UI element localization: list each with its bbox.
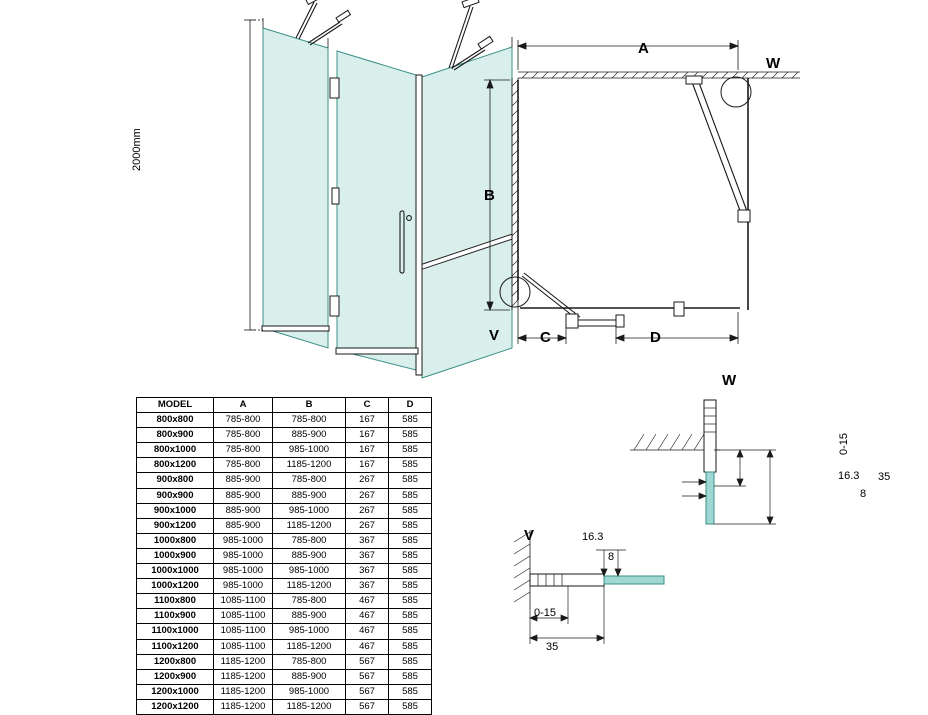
wall-profile xyxy=(704,400,716,472)
table-cell: 467 xyxy=(346,624,389,639)
table-row xyxy=(137,699,432,714)
table-cell: 985-1000 xyxy=(273,503,346,518)
table-row xyxy=(137,413,432,428)
table-row xyxy=(137,579,432,594)
table-cell: 985-1000 xyxy=(214,533,273,548)
table-cell: 1000x900 xyxy=(137,548,214,563)
table-cell: 467 xyxy=(346,639,389,654)
table-cell: 1085-1100 xyxy=(214,594,273,609)
table-cell: 1200x1200 xyxy=(137,699,214,714)
table-row xyxy=(137,594,432,609)
table-cell: 800x800 xyxy=(137,413,214,428)
table-cell: 1185-1200 xyxy=(273,458,346,473)
detail-w-dim-8: 8 xyxy=(860,488,867,500)
table-cell: 1100x800 xyxy=(137,594,214,609)
dim-c-label: C xyxy=(540,329,551,346)
detail-v-dim-163: 16.3 xyxy=(582,531,604,543)
table-cell: 1185-1200 xyxy=(273,579,346,594)
table-row xyxy=(137,624,432,639)
table-cell: 900x1200 xyxy=(137,518,214,533)
detail-v-dim-35: 35 xyxy=(546,641,559,653)
table-row xyxy=(137,488,432,503)
table-cell: 1100x1000 xyxy=(137,624,214,639)
table-cell: 900x900 xyxy=(137,488,214,503)
table-cell: 885-900 xyxy=(214,473,273,488)
table-cell: 985-1000 xyxy=(273,564,346,579)
detail-v-view xyxy=(500,520,760,680)
table-cell: 785-800 xyxy=(214,443,273,458)
stabilizer-top xyxy=(692,80,748,216)
table-cell: 985-1000 xyxy=(214,548,273,563)
table-cell: 1000x1000 xyxy=(137,564,214,579)
detail-circle-w xyxy=(721,77,751,107)
table-cell: 885-900 xyxy=(214,518,273,533)
table-cell: 367 xyxy=(346,548,389,563)
detail-v-title: V xyxy=(524,527,535,544)
table-row xyxy=(137,669,432,684)
table-cell: 1185-1200 xyxy=(273,639,346,654)
table-cell: 267 xyxy=(346,503,389,518)
detail-w-dim-163: 16.3 xyxy=(838,470,860,482)
table-cell: 585 xyxy=(389,669,432,684)
table-cell: 1085-1100 xyxy=(214,609,273,624)
table-cell: 1200x800 xyxy=(137,654,214,669)
table-cell: 885-900 xyxy=(273,669,346,684)
th-a: A xyxy=(214,398,273,413)
table-cell: 785-800 xyxy=(273,594,346,609)
detail-w-title: W xyxy=(722,372,737,389)
table-cell: 785-800 xyxy=(214,413,273,428)
dim-b-label: B xyxy=(484,187,495,204)
table-cell: 567 xyxy=(346,684,389,699)
table-row xyxy=(137,518,432,533)
detail-v-dim-0-15: 0-15 xyxy=(534,607,557,619)
table-cell: 1185-1200 xyxy=(273,518,346,533)
table-cell: 985-1000 xyxy=(214,579,273,594)
table-cell: 267 xyxy=(346,473,389,488)
table-cell: 885-900 xyxy=(273,548,346,563)
table-cell: 785-800 xyxy=(273,413,346,428)
table-row xyxy=(137,654,432,669)
glass-edge xyxy=(706,472,714,524)
table-cell: 1200x1000 xyxy=(137,684,214,699)
glass-edge-v xyxy=(604,576,664,584)
table-cell: 1100x1200 xyxy=(137,639,214,654)
table-cell: 900x800 xyxy=(137,473,214,488)
table-cell: 567 xyxy=(346,699,389,714)
table-cell: 585 xyxy=(389,473,432,488)
table-cell: 1200x900 xyxy=(137,669,214,684)
glass-fixed-left xyxy=(263,28,328,348)
table-cell: 985-1000 xyxy=(273,624,346,639)
table-cell: 585 xyxy=(389,503,432,518)
glass-door xyxy=(337,51,416,370)
table-row xyxy=(137,503,432,518)
table-cell: 585 xyxy=(389,684,432,699)
table-cell: 885-900 xyxy=(273,428,346,443)
table-cell: 585 xyxy=(389,579,432,594)
table-cell: 585 xyxy=(389,564,432,579)
th-c: C xyxy=(346,398,389,413)
floor-profile xyxy=(530,574,604,586)
table-cell: 800x1000 xyxy=(137,443,214,458)
table-row xyxy=(137,684,432,699)
table-cell: 785-800 xyxy=(273,654,346,669)
dim-d-label: D xyxy=(650,329,661,346)
height-label: 2000mm xyxy=(131,128,143,171)
table-cell: 785-800 xyxy=(273,473,346,488)
table-cell: 167 xyxy=(346,428,389,443)
table-cell: 585 xyxy=(389,413,432,428)
table-cell: 167 xyxy=(346,443,389,458)
dim-a-label: A xyxy=(638,40,649,57)
table-cell: 885-900 xyxy=(214,503,273,518)
detail-w-dim-0-15: 0-15 xyxy=(838,432,850,455)
th-model: MODEL xyxy=(137,398,214,413)
table-cell: 585 xyxy=(389,548,432,563)
table-cell: 585 xyxy=(389,488,432,503)
table-cell: 1085-1100 xyxy=(214,624,273,639)
top-view xyxy=(470,20,850,360)
dim-cd xyxy=(518,310,738,344)
table-cell: 585 xyxy=(389,609,432,624)
table-cell: 267 xyxy=(346,488,389,503)
detail-v-callout: V xyxy=(489,327,500,344)
detail-w-callout: W xyxy=(766,55,781,72)
table-cell: 585 xyxy=(389,533,432,548)
table-row xyxy=(137,609,432,624)
table-cell: 1100x900 xyxy=(137,609,214,624)
table-row xyxy=(137,428,432,443)
table-cell: 985-1000 xyxy=(273,443,346,458)
table-cell: 1185-1200 xyxy=(214,654,273,669)
table-cell: 585 xyxy=(389,699,432,714)
table-row xyxy=(137,533,432,548)
table-cell: 1085-1100 xyxy=(214,639,273,654)
table-cell: 167 xyxy=(346,413,389,428)
height-dimension xyxy=(244,20,263,330)
table-cell: 367 xyxy=(346,533,389,548)
table-cell: 885-900 xyxy=(214,488,273,503)
table-cell: 267 xyxy=(346,518,389,533)
table-row xyxy=(137,548,432,563)
table-cell: 800x1200 xyxy=(137,458,214,473)
table-cell: 785-800 xyxy=(214,428,273,443)
table-row xyxy=(137,458,432,473)
detail-w-dim-35: 35 xyxy=(878,471,891,483)
table-cell: 885-900 xyxy=(273,488,346,503)
table-cell: 367 xyxy=(346,579,389,594)
table-cell: 367 xyxy=(346,564,389,579)
table-cell: 1000x1200 xyxy=(137,579,214,594)
table-cell: 785-800 xyxy=(273,533,346,548)
table-cell: 585 xyxy=(389,654,432,669)
table-cell: 585 xyxy=(389,624,432,639)
table-cell: 585 xyxy=(389,443,432,458)
table-cell: 585 xyxy=(389,639,432,654)
table-cell: 585 xyxy=(389,428,432,443)
dim-a xyxy=(518,40,738,70)
table-cell: 1185-1200 xyxy=(214,699,273,714)
table-header-row xyxy=(137,398,432,413)
table-cell: 567 xyxy=(346,669,389,684)
spec-table xyxy=(136,397,432,715)
th-d: D xyxy=(389,398,432,413)
table-cell: 467 xyxy=(346,594,389,609)
table-row xyxy=(137,639,432,654)
table-cell: 1185-1200 xyxy=(214,669,273,684)
table-cell: 467 xyxy=(346,609,389,624)
table-cell: 585 xyxy=(389,594,432,609)
table-cell: 800x900 xyxy=(137,428,214,443)
corner-profile xyxy=(416,75,422,375)
table-cell: 785-800 xyxy=(214,458,273,473)
table-cell: 585 xyxy=(389,518,432,533)
table-row xyxy=(137,564,432,579)
th-b: B xyxy=(273,398,346,413)
table-cell: 1185-1200 xyxy=(273,699,346,714)
table-row xyxy=(137,473,432,488)
table-cell: 567 xyxy=(346,654,389,669)
table-cell: 1185-1200 xyxy=(214,684,273,699)
detail-v-dim-8: 8 xyxy=(608,551,615,563)
table-cell: 167 xyxy=(346,458,389,473)
table-cell: 885-900 xyxy=(273,609,346,624)
table-cell: 1000x800 xyxy=(137,533,214,548)
table-cell: 585 xyxy=(389,458,432,473)
table-cell: 900x1000 xyxy=(137,503,214,518)
table-row xyxy=(137,443,432,458)
table-cell: 985-1000 xyxy=(214,564,273,579)
detail-circle-v xyxy=(500,277,530,307)
table-cell: 985-1000 xyxy=(273,684,346,699)
